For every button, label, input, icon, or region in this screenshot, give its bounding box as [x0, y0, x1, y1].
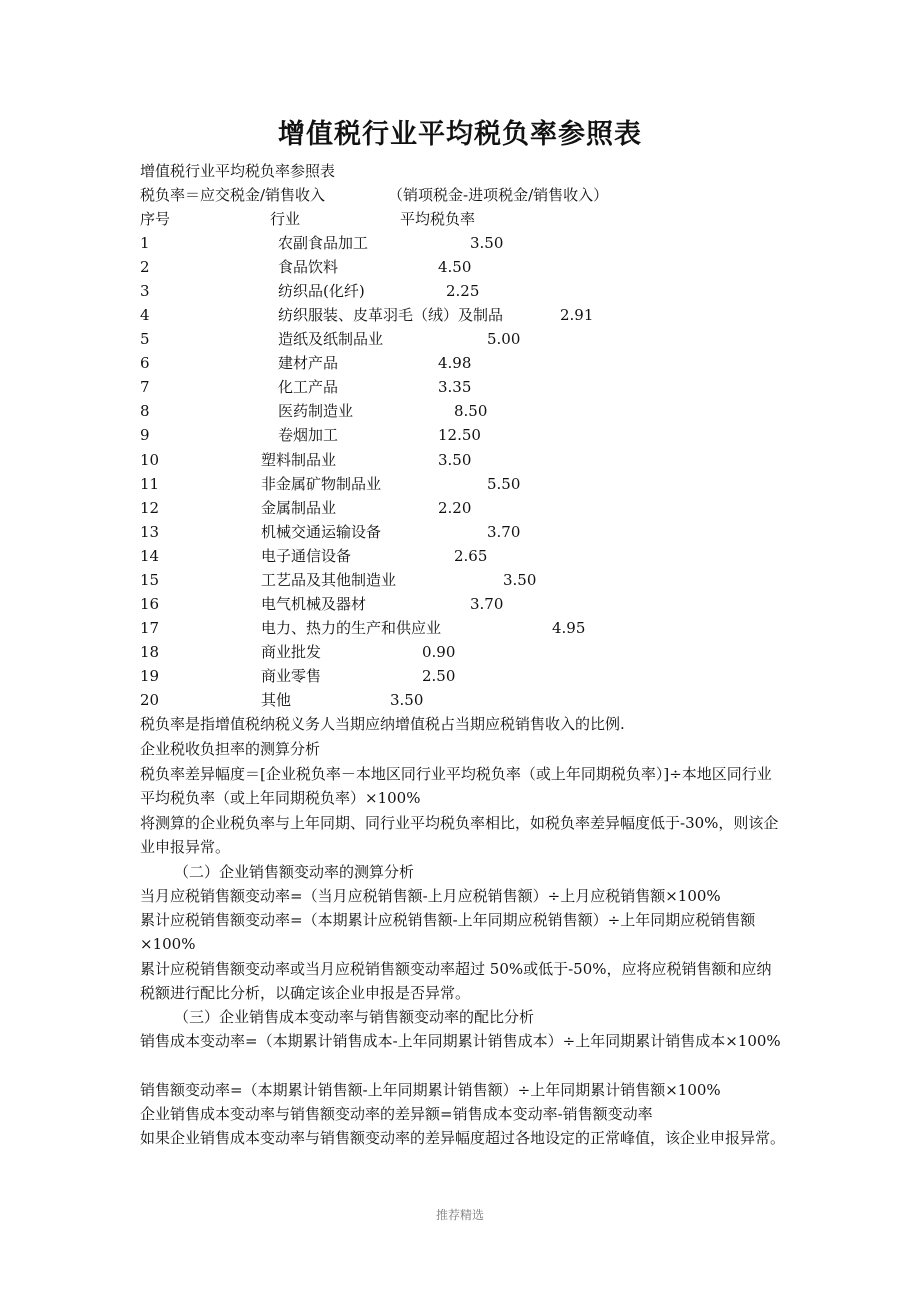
row-industry: 机械交通运输设备	[261, 523, 382, 541]
row-industry: 食品饮料	[278, 258, 339, 276]
row-rate: 4.50	[438, 258, 472, 276]
row-no: 10	[140, 451, 160, 469]
row-no: 4	[140, 306, 150, 324]
row-rate: 0.90	[422, 643, 456, 661]
row-industry: 金属制品业	[261, 499, 337, 517]
monthly-formula-paragraph: 当月应税销售额变动率=（当月应税销售额-上月应税销售额）÷上月应税销售额×100%	[140, 887, 721, 905]
row-rate: 4.95	[552, 619, 586, 637]
row-industry: 纺织服装、皮革羽毛（绒）及制品	[278, 306, 504, 324]
sales-heading: （二）企业销售额变动率的测算分析	[174, 863, 415, 881]
subtitle: 增值税行业平均税负率参照表	[140, 162, 336, 180]
sales-note-paragraph: 累计应税销售额变动率或当月应税销售额变动率超过 50%或低于-50%，应将应税销售额和应纳税额进行配比分析，以确定该企业申报是否异常。	[140, 960, 772, 1002]
formula-left: 税负率＝应交税金/销售收入	[140, 186, 326, 204]
definition-paragraph: 税负率是指增值税纳税义务人当期应纳增值税占当期应税销售收入的比例.	[140, 715, 625, 733]
diff-value-paragraph: 企业销售成本变动率与销售额变动率的差异额=销售成本变动率-销售额变动率	[140, 1105, 653, 1123]
row-rate: 3.50	[438, 451, 472, 469]
row-no: 9	[140, 426, 150, 444]
row-no: 8	[140, 402, 150, 420]
row-no: 18	[140, 643, 160, 661]
row-no: 20	[140, 691, 160, 709]
row-rate: 2.25	[446, 282, 480, 300]
cumulative-formula-paragraph: 累计应税销售额变动率=（本期累计应税销售额-上年同期应税销售额）÷上年同期应税销售额×100%	[140, 911, 756, 953]
header-industry: 行业	[270, 210, 301, 228]
row-no: 3	[140, 282, 150, 300]
burden-heading: 企业税收负担率的测算分析	[140, 740, 321, 758]
row-no: 19	[140, 667, 160, 685]
row-industry: 商业批发	[261, 643, 322, 661]
row-industry: 纺织品(化纤)	[278, 282, 365, 300]
row-no: 15	[140, 571, 160, 589]
row-industry: 化工产品	[278, 378, 339, 396]
row-no: 5	[140, 330, 150, 348]
header-rate: 平均税负率	[400, 210, 476, 228]
row-rate: 3.35	[438, 378, 472, 396]
row-no: 12	[140, 499, 160, 517]
row-no: 11	[140, 475, 160, 493]
row-industry: 造纸及纸制品业	[278, 330, 384, 348]
row-industry: 建材产品	[278, 354, 339, 372]
row-rate: 2.50	[422, 667, 456, 685]
footer-text: 推荐精选	[435, 1208, 484, 1222]
diff-note-paragraph: 将测算的企业税负率与上年同期、同行业平均税负率相比，如税负率差异幅度低于-30%，则该企业申报异常。	[140, 814, 779, 856]
cost-heading: （三）企业销售成本变动率与销售额变动率的配比分析	[174, 1008, 535, 1026]
page-title: 增值税行业平均税负率参照表	[278, 119, 642, 150]
row-no: 2	[140, 258, 150, 276]
row-no: 1	[140, 234, 150, 252]
formula-right: （销项税金-进项税金/销售收入）	[388, 186, 609, 204]
row-industry: 非金属矿物制品业	[261, 475, 382, 493]
diff-formula-paragraph: 税负率差异幅度＝[企业税负率－本地区同行业平均税负率（或上年同期税负率）]÷本地区同行业平均税负率（或上年同期税负率）×100%	[140, 765, 772, 807]
row-rate: 3.50	[503, 571, 537, 589]
row-industry: 电气机械及器材	[261, 595, 367, 613]
row-industry: 商业零售	[261, 667, 322, 685]
row-industry: 电子通信设备	[261, 547, 352, 565]
row-industry: 医药制造业	[278, 402, 354, 420]
row-no: 6	[140, 354, 150, 372]
row-rate: 3.70	[470, 595, 504, 613]
row-no: 14	[140, 547, 160, 565]
header-no: 序号	[140, 210, 171, 228]
row-rate: 2.65	[454, 547, 488, 565]
row-industry: 工艺品及其他制造业	[261, 571, 397, 589]
row-rate: 5.00	[487, 330, 521, 348]
row-rate: 3.50	[470, 234, 504, 252]
row-rate: 4.98	[438, 354, 472, 372]
sales-rate-paragraph: 销售额变动率=（本期累计销售额-上年同期累计销售额）÷上年同期累计销售额×100%	[140, 1081, 721, 1099]
row-rate: 8.50	[454, 402, 488, 420]
row-no: 17	[140, 619, 160, 637]
row-rate: 2.91	[560, 306, 594, 324]
row-rate: 12.50	[438, 426, 481, 444]
row-industry: 农副食品加工	[278, 234, 369, 252]
row-rate: 5.50	[487, 475, 521, 493]
row-industry: 塑料制品业	[261, 451, 337, 469]
row-industry: 电力、热力的生产和供应业	[261, 619, 442, 637]
row-industry: 其他	[261, 691, 292, 709]
row-no: 16	[140, 595, 160, 613]
row-no: 13	[140, 523, 160, 541]
cost-rate-paragraph: 销售成本变动率=（本期累计销售成本-上年同期累计销售成本）÷上年同期累计销售成本×100%	[140, 1032, 781, 1050]
row-no: 7	[140, 378, 150, 396]
conclusion-paragraph: 如果企业销售成本变动率与销售额变动率的差异幅度超过各地设定的正常峰值，该企业申报异常。	[140, 1129, 786, 1147]
row-rate: 2.20	[438, 499, 472, 517]
row-rate: 3.50	[390, 691, 424, 709]
row-industry: 卷烟加工	[278, 426, 339, 444]
row-rate: 3.70	[487, 523, 521, 541]
